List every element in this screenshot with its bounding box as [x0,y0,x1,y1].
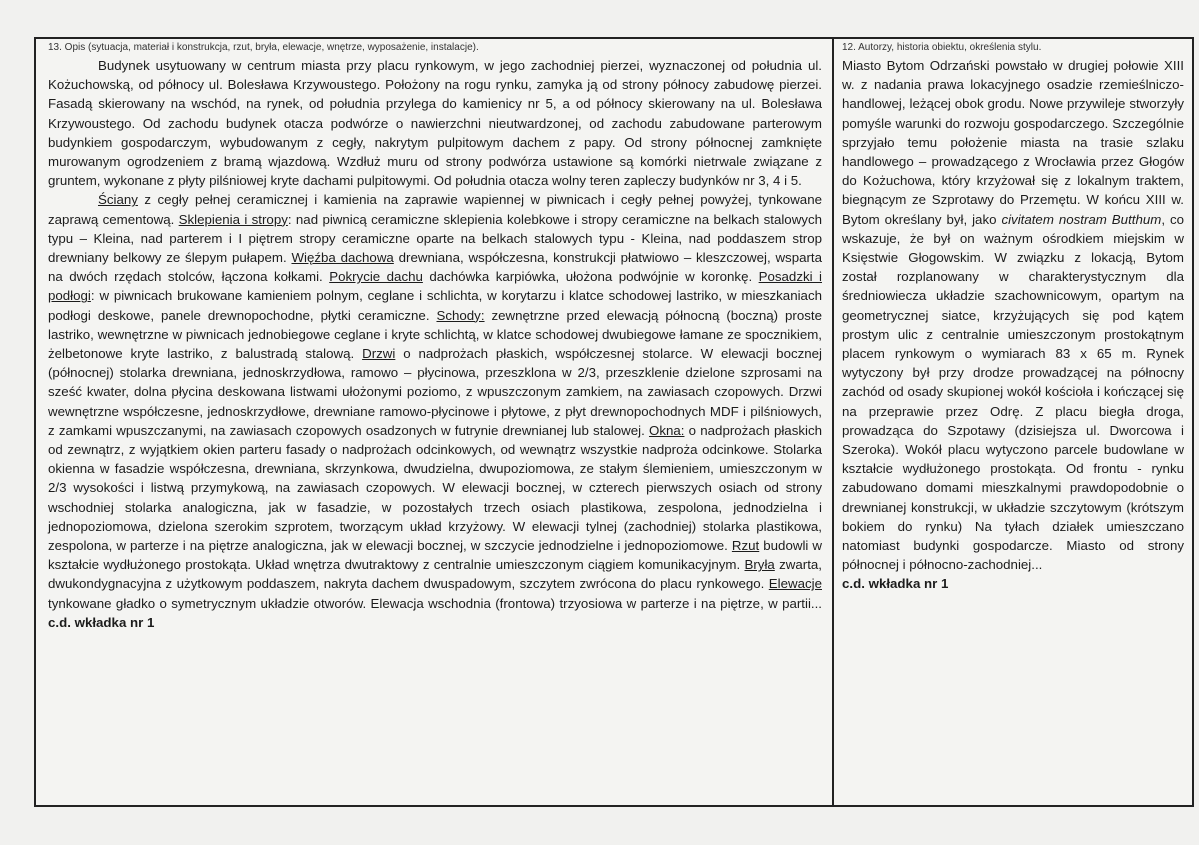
bottom-border [36,805,1192,807]
roofing-label: Pokrycie dachu [329,269,423,285]
history-column [834,39,1194,805]
history-body [842,56,1184,594]
roofing-text: dachówka karpiówka, ułożona podwójnie w koronkę. [422,269,759,285]
vaults-text: : nad piwnicą ceramiczne sklepienia kolebkowe i stropy ceramiczne na belkach stalowych typu – Kleina, nad parterem i I piętrem stropy ceramiczne oparte na belkach stalowych typu - Kleina, nad poddaszem strop drewniany belkowy ze ślepym pułapem. [48,211,822,266]
history-continuation-note: c.d. wkładka nr 1 [842,576,949,592]
section-13-heading: 13. Opis (sytuacja, materiał i konstrukcja, rzut, bryła, elewacje, wnętrze, wyposażenie, instalacje). [48,42,479,53]
plan-label: Rzut [731,538,760,554]
description-body [48,56,822,632]
doors-text: o nadprożach płaskich, współczesnej stolarce. W elewacji bocznej (północnej) stolarka drewniana, jednoskrzydłowa, ramowo – płycinowa, przeszklona w 2/3, przeszklenie dzielone szprosami na sześć kwater, dolna płycina deskowana listwami ułożonymi poziomo, z wpuszczonym zamkiem, na zawiasach czopowych. Drzwi wewnętrzne współczesne, jednoskrzydłowe, drewniane ramowo-płycinowe i płytowe, z płyt drewnopochodnych MDF i pilśniowych, z zamkami wpuszczanymi, na zawiasach czopowych osadzonych w futrynie drewnianej lub stalowej. [48,346,823,438]
situation-paragraph: Budynek usytuowany w centrum miasta przy placu rynkowym, w jego zachodniej pierzei, wyznaczonej od południa ul. Kożuchowską, od północy ul. Bolesława Krzywoustego. Położony na rogu rynku, zamyka ją od strony północy zabudowę pierzei. Fasadą skierowany na wschód, na rynek, od południa przylega do kamienicy nr 5, a od północy skierowany na ul. Bolesława Krzywoustego. Od zachodu budynek otacza podwórze o nawierzchni nieutwardzonej, od zachodu zabudowane parterowym budynkiem gospodarczym, wybudowanym z cegły, nakrytym pulpitowym dachem z papy. Od strony północnej zamknięte murowanym ogrodzeniem z bramą wjazdową. Wzdłuż muru od strony podwórza ustawione są komórki nietrwale związane z gruntem, wykonane z płyty pilśniowej kryte dachami pulpitowymi. Od południa otacza wolny teren zapleczy budynków nr 3, 4 i 5. [48,58,822,189]
windows-label: Okna: [648,422,685,438]
walls-text: z cegły pełnej ceramicznej i kamienia na zaprawie wapiennej w piwnicach i cegły pełnej powyżej, tynkowane zaprawą cementową. [48,192,822,227]
massing-label: Bryła [744,557,775,573]
windows-text: o nadprożach płaskich od zewnątrz, z wyjątkiem okien parteru fasady o nadprożach odcinkowych, od wewnątrz wszystkie nadproża odcinkowe. Stolarka okienna w fasadzie współczesna, drewniana, skrzynkowa, dwudzielna, dwupoziomowa, ze stałym ślemieniem, umieszczonym w 2/3 wysokości i listwą przymykową, na zawiasach czopowych. W elewacji bocznej, w czterech pierwszych osiach od strony wschodniej stolarka analogiczna, jak w fasadzie, w pozostałych trzech osiach plastikowa, zespolona, jednodzielna i jednopoziomowa, dzielona szerokim szprotem, tworzącym układ krzyżowy. W elewacji tylnej (zachodniej) stolarka plastikowa, zespolona, w parterze i na piętrze analogiczna, jak w elewacji bocznej, w szczycie jednodzielne i jednopoziomowe. [48,422,822,554]
plan-text: budowli w kształcie wydłużonego prostokąta. Układ wnętrza dwutraktowy z centralnie umieszczonym ciągiem komunikacyjnym. [48,538,822,573]
description-column [36,39,834,805]
document-sheet [34,37,1194,807]
massing-text: zwarta, dwukondygnacyjna z użytkowym poddaszem, nakryta dachem dwuspadowym, szczytem zwrócona do placu rynkowego. [48,557,822,592]
history-text-1: Miasto Bytom Odrzański powstało w drugiej połowie XIII w. z nadania prawa lokacyjnego osadzie rzemieślniczo-handlowej, leżącej obok grodu. Nowe przywileje stworzyły pomyśle warunki do rozwoju gospodarczego. Szczególnie sprzyjało temu położenie miasta na trasie szlaku handlowego – prowadzącego z Wrocławia przez Głogów do Kożuchowa, który krzyżował się z lokalnym traktem, biegnącym ze Szprotawy do Przemętu. W końcu XIII w. Bytom określany był, jako [842,58,1184,227]
history-text-2: , co wskazuje, że był on ważnym ośrodkiem miejskim w Księstwie Głogowskim. W związku z lokacją, Bytom został rozplanowany w charakterystycznym dla średniowiecza układzie szachownicowym, opartym na geometrycznej siatce, krzyżujących się pod kątem prostym ulic z centralnie umieszczonym prostokątnym placem rynkowym o wymiarach 83 x 65 m. Rynek wytyczony był przy drodze prowadzącej na północny zachód od osady skupionej wokół kościoła i kończącej się na przeprawie przez Odrę. Z placu biegła droga, prowadząca do Szpotawy (dzisiejsza ul. Dworcowa i Szeroka). Wokół placu wytyczono parcele budowlane w kształcie wydłużonego prostokąta. Od frontu - rynku zabudowano domami mieszkalnymi prawdopodobnie o drewnianej konstrukcji, w układzie szczytowym (krótszym bokiem do rynku) Na tyłach działek umieszczano natomiast budynki gospodarcze. Miasto od strony północnej i północno-zachodniej... [842,211,1185,573]
roof-truss-label: Więźba dachowa [291,250,394,266]
walls-label: Ściany [98,192,138,208]
stairs-text: zewnętrzne przed elewacją północną (boczną) proste lastriko, wewnętrzne w piwnicach jednobiegowe ceglane i kryte schlichtą, w klatce schodowej dwubiegowe łamane ze spocznikiem, żelbetonowe kryte lastriko, z balustradą stalową. [48,307,822,362]
construction-paragraph [48,190,822,632]
floors-text: : w piwnicach brukowane kamieniem polnym, ceglane i schlichta, w korytarzu i klatce schodowej lastriko, w mieszkaniach podłogi deskowe, panele drewnopochodne, płytki ceramiczne. [48,288,822,323]
doors-label: Drzwi [362,346,396,362]
roof-truss-text: drewniana, współczesna, konstrukcji płatwiowo – kleszczowej, wsparta na dwóch rzędach stolców, łączona kołkami. [48,250,823,285]
stairs-label: Schody: [436,307,485,323]
continuation-note: c.d. wkładka nr 1 [48,614,155,630]
section-12-heading: 12. Autorzy, historia obiektu, określenia stylu. [842,42,1042,53]
elevations-label: Elewacje [768,576,822,592]
vaults-label: Sklepienia i stropy [178,211,288,227]
latin-quote: civitatem nostram Butthum [1001,211,1162,227]
elevations-text: tynkowane gładko o symetrycznym układzie otworów. Elewacja wschodnia (frontowa) trzyosiowa w parterze i na piętrze, w partii... [48,595,822,611]
floors-label: Posadzki i podłogi [48,269,822,304]
